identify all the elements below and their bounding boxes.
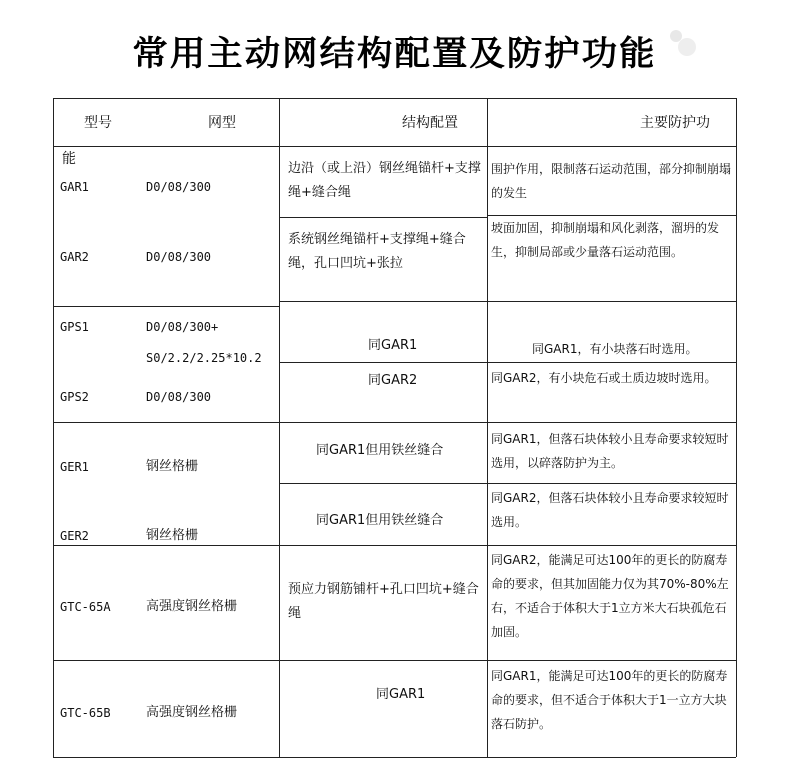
table-cell-protection: 同GAR2，能满足可达100年的更长的防腐寿命的要求，但其加固能力仅为其70%-80%左右，不适合于体积大于1立方米大石块孤危石加固。: [491, 553, 729, 639]
table-cell-model: GER1: [60, 460, 89, 474]
grid-line: [53, 660, 736, 661]
table-cell-protection: 同GAR1，但落石块体较小且寿命要求较短时选用，以碎落防护为主。: [491, 432, 729, 470]
grid-line: [53, 98, 54, 757]
table-cell-net: D0/08/300+: [146, 320, 219, 334]
header-model: 型号: [84, 115, 112, 131]
table-cell-model: GER2: [60, 529, 89, 543]
table-cell-structure: 同GAR1: [368, 338, 418, 353]
grid-line: [487, 98, 488, 757]
table-cell-net: 钢丝格栅: [146, 459, 199, 474]
table-cell-structure: 同GAR2: [368, 373, 418, 388]
table-cell-protection: 同GAR2，有小块危石或土质边坡时选用。: [491, 371, 717, 385]
table-cell-structure: 同GAR1: [376, 687, 426, 702]
header-structure: 结构配置: [402, 115, 458, 131]
table-cell-model: GAR2: [60, 250, 89, 264]
table-cell-net: D0/08/300: [146, 250, 212, 264]
grid-line: [53, 98, 736, 99]
table-cell-protection: 同GAR1，能满足可达100年的更长的防腐寿命的要求，但不适合于体积大于1一立方大块落石防护。: [491, 669, 728, 731]
page-title: 常用主动网结构配置及防护功能: [132, 34, 657, 74]
grid-line: [53, 306, 279, 307]
table-cell-net: 钢丝格栅: [146, 528, 199, 543]
table-cell-protection: 围护作用，限制落石运动范围，部分抑制崩塌的发生: [491, 162, 732, 200]
header-net: 网型: [208, 115, 236, 131]
grid-line: [279, 217, 488, 218]
grid-line: [53, 422, 736, 423]
grid-line: [279, 362, 736, 363]
grid-line: [279, 301, 736, 302]
table-cell-protection: 同GAR1，有小块落石时选用。: [532, 342, 698, 356]
grid-line: [53, 146, 736, 147]
table-cell-model: GAR1: [60, 180, 89, 194]
table-cell-net: 高强度钢丝格栅: [146, 705, 238, 720]
table-cell-net: 高强度钢丝格栅: [146, 599, 238, 614]
header-protection: 主要防护功: [640, 115, 710, 131]
header-protection-tail: 能: [62, 151, 76, 167]
table-cell-model: GTC-65B: [60, 706, 111, 720]
grid-line: [279, 98, 280, 757]
table-cell-protection: 同GAR2，但落石块体较小且寿命要求较短时选用。: [491, 491, 729, 529]
table-cell-net: D0/08/300: [146, 390, 212, 404]
grid-line: [279, 483, 736, 484]
table-cell-structure: 系统钢丝绳锚杆+支撑绳+缝合绳，孔口凹坑+张拉: [288, 232, 466, 271]
table-cell-net: D0/08/300: [146, 180, 212, 194]
grid-line: [53, 757, 736, 758]
table-cell-model: GTC-65A: [60, 600, 111, 614]
grid-line: [736, 98, 737, 757]
table-cell-model: GPS2: [60, 390, 89, 404]
table-cell-model: GPS1: [60, 320, 89, 334]
table-cell-net-extra: S0/2.2/2.25*10.2: [146, 351, 262, 365]
table-cell-structure: 同GAR1但用铁丝缝合: [316, 513, 444, 528]
table-cell-structure: 预应力钢筋铺杆+孔口凹坑+缝合绳: [288, 582, 479, 621]
table-cell-structure: 边沿（或上沿）钢丝绳锚杆+支撑绳+缝合绳: [288, 161, 481, 200]
grid-line: [53, 545, 736, 546]
table-cell-structure: 同GAR1但用铁丝缝合: [316, 443, 444, 458]
table-cell-protection: 坡面加固，抑制崩塌和风化剥落，溜坍的发生，抑制局部或少量落石运动范围。: [491, 221, 720, 259]
